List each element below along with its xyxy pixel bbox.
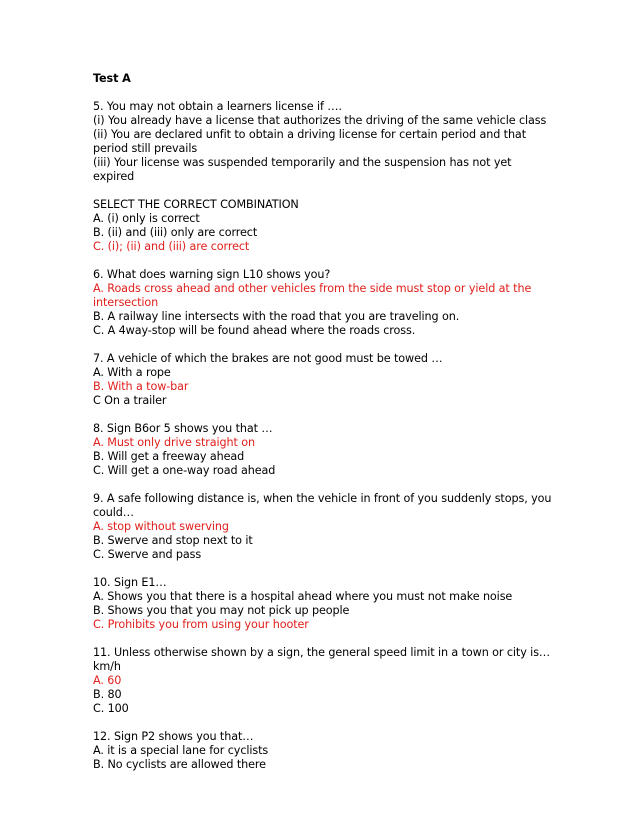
question-6-stem: 6. What does warning sign L10 shows you?: [93, 268, 331, 281]
question-7-stem: 7. A vehicle of which the brakes are not good must be towed …: [93, 352, 443, 365]
test-title: Test A: [93, 72, 131, 85]
question-11-option-a-correct: A. 60: [93, 674, 122, 687]
question-9-option-c: C. Swerve and pass: [93, 548, 202, 561]
question-8-option-c: C. Will get a one-way road ahead: [93, 464, 276, 477]
question-10-option-b: B. Shows you that you may not pick up people: [93, 604, 350, 617]
question-10-option-a: A. Shows you that there is a hospital ahead where you must not make noise: [93, 590, 513, 603]
question-5-text: [93, 100, 553, 184]
question-6-option-c: C. A 4way-stop will be found ahead where the roads cross.: [93, 324, 416, 337]
question-5-stem: 5. You may not obtain a learners license if ….: [93, 100, 342, 113]
question-8-option-a-correct: A. Must only drive straight on: [93, 436, 256, 449]
question-8: [93, 422, 553, 478]
question-6-option-a-correct: A. Roads cross ahead and other vehicles from the side must stop or yield at the intersection: [93, 282, 532, 309]
question-6-option-b: B. A railway line intersects with the road that you are traveling on.: [93, 310, 460, 323]
document-page: [93, 72, 553, 786]
question-5-condition-ii: (ii) You are declared unfit to obtain a driving license for certain period and that period still prevails: [93, 128, 526, 155]
question-11-stem: 11. Unless otherwise shown by a sign, the general speed limit in a town or city is… km/h: [93, 646, 551, 673]
question-9: [93, 492, 553, 562]
question-6: [93, 268, 553, 338]
question-5-prompt: SELECT THE CORRECT COMBINATION: [93, 198, 299, 211]
question-12-option-a: A. it is a special lane for cyclists: [93, 744, 269, 757]
question-10-stem: 10. Sign E1…: [93, 576, 167, 589]
question-7-option-b-correct: B. With a tow-bar: [93, 380, 189, 393]
question-10: [93, 576, 553, 632]
question-11: [93, 646, 553, 716]
question-8-option-b: B. Will get a freeway ahead: [93, 450, 245, 463]
question-5-option-b: B. (ii) and (iii) only are correct: [93, 226, 258, 239]
question-5-option-c-correct: C. (i); (ii) and (iii) are correct: [93, 240, 250, 253]
question-5-option-a: A. (i) only is correct: [93, 212, 200, 225]
question-12-stem: 12. Sign P2 shows you that…: [93, 730, 254, 743]
question-5-condition-i: (i) You already have a license that authorizes the driving of the same vehicle class: [93, 114, 547, 127]
question-10-option-c-correct: C. Prohibits you from using your hooter: [93, 618, 309, 631]
question-7: [93, 352, 553, 408]
question-9-option-b: B. Swerve and stop next to it: [93, 534, 253, 547]
question-9-stem: 9. A safe following distance is, when the vehicle in front of you suddenly stops, you could…: [93, 492, 552, 519]
question-12: [93, 730, 553, 772]
question-11-option-b: B. 80: [93, 688, 122, 701]
question-7-option-c: C On a trailer: [93, 394, 167, 407]
question-12-option-b: B. No cyclists are allowed there: [93, 758, 266, 771]
question-9-option-a-correct: A. stop without swerving: [93, 520, 229, 533]
question-7-option-a: A. With a rope: [93, 366, 171, 379]
question-11-option-c: C. 100: [93, 702, 129, 715]
question-5-choices: [93, 198, 553, 254]
question-5-condition-iii: (iii) Your license was suspended temporarily and the suspension has not yet expired: [93, 156, 512, 183]
question-8-stem: 8. Sign B6or 5 shows you that …: [93, 422, 273, 435]
